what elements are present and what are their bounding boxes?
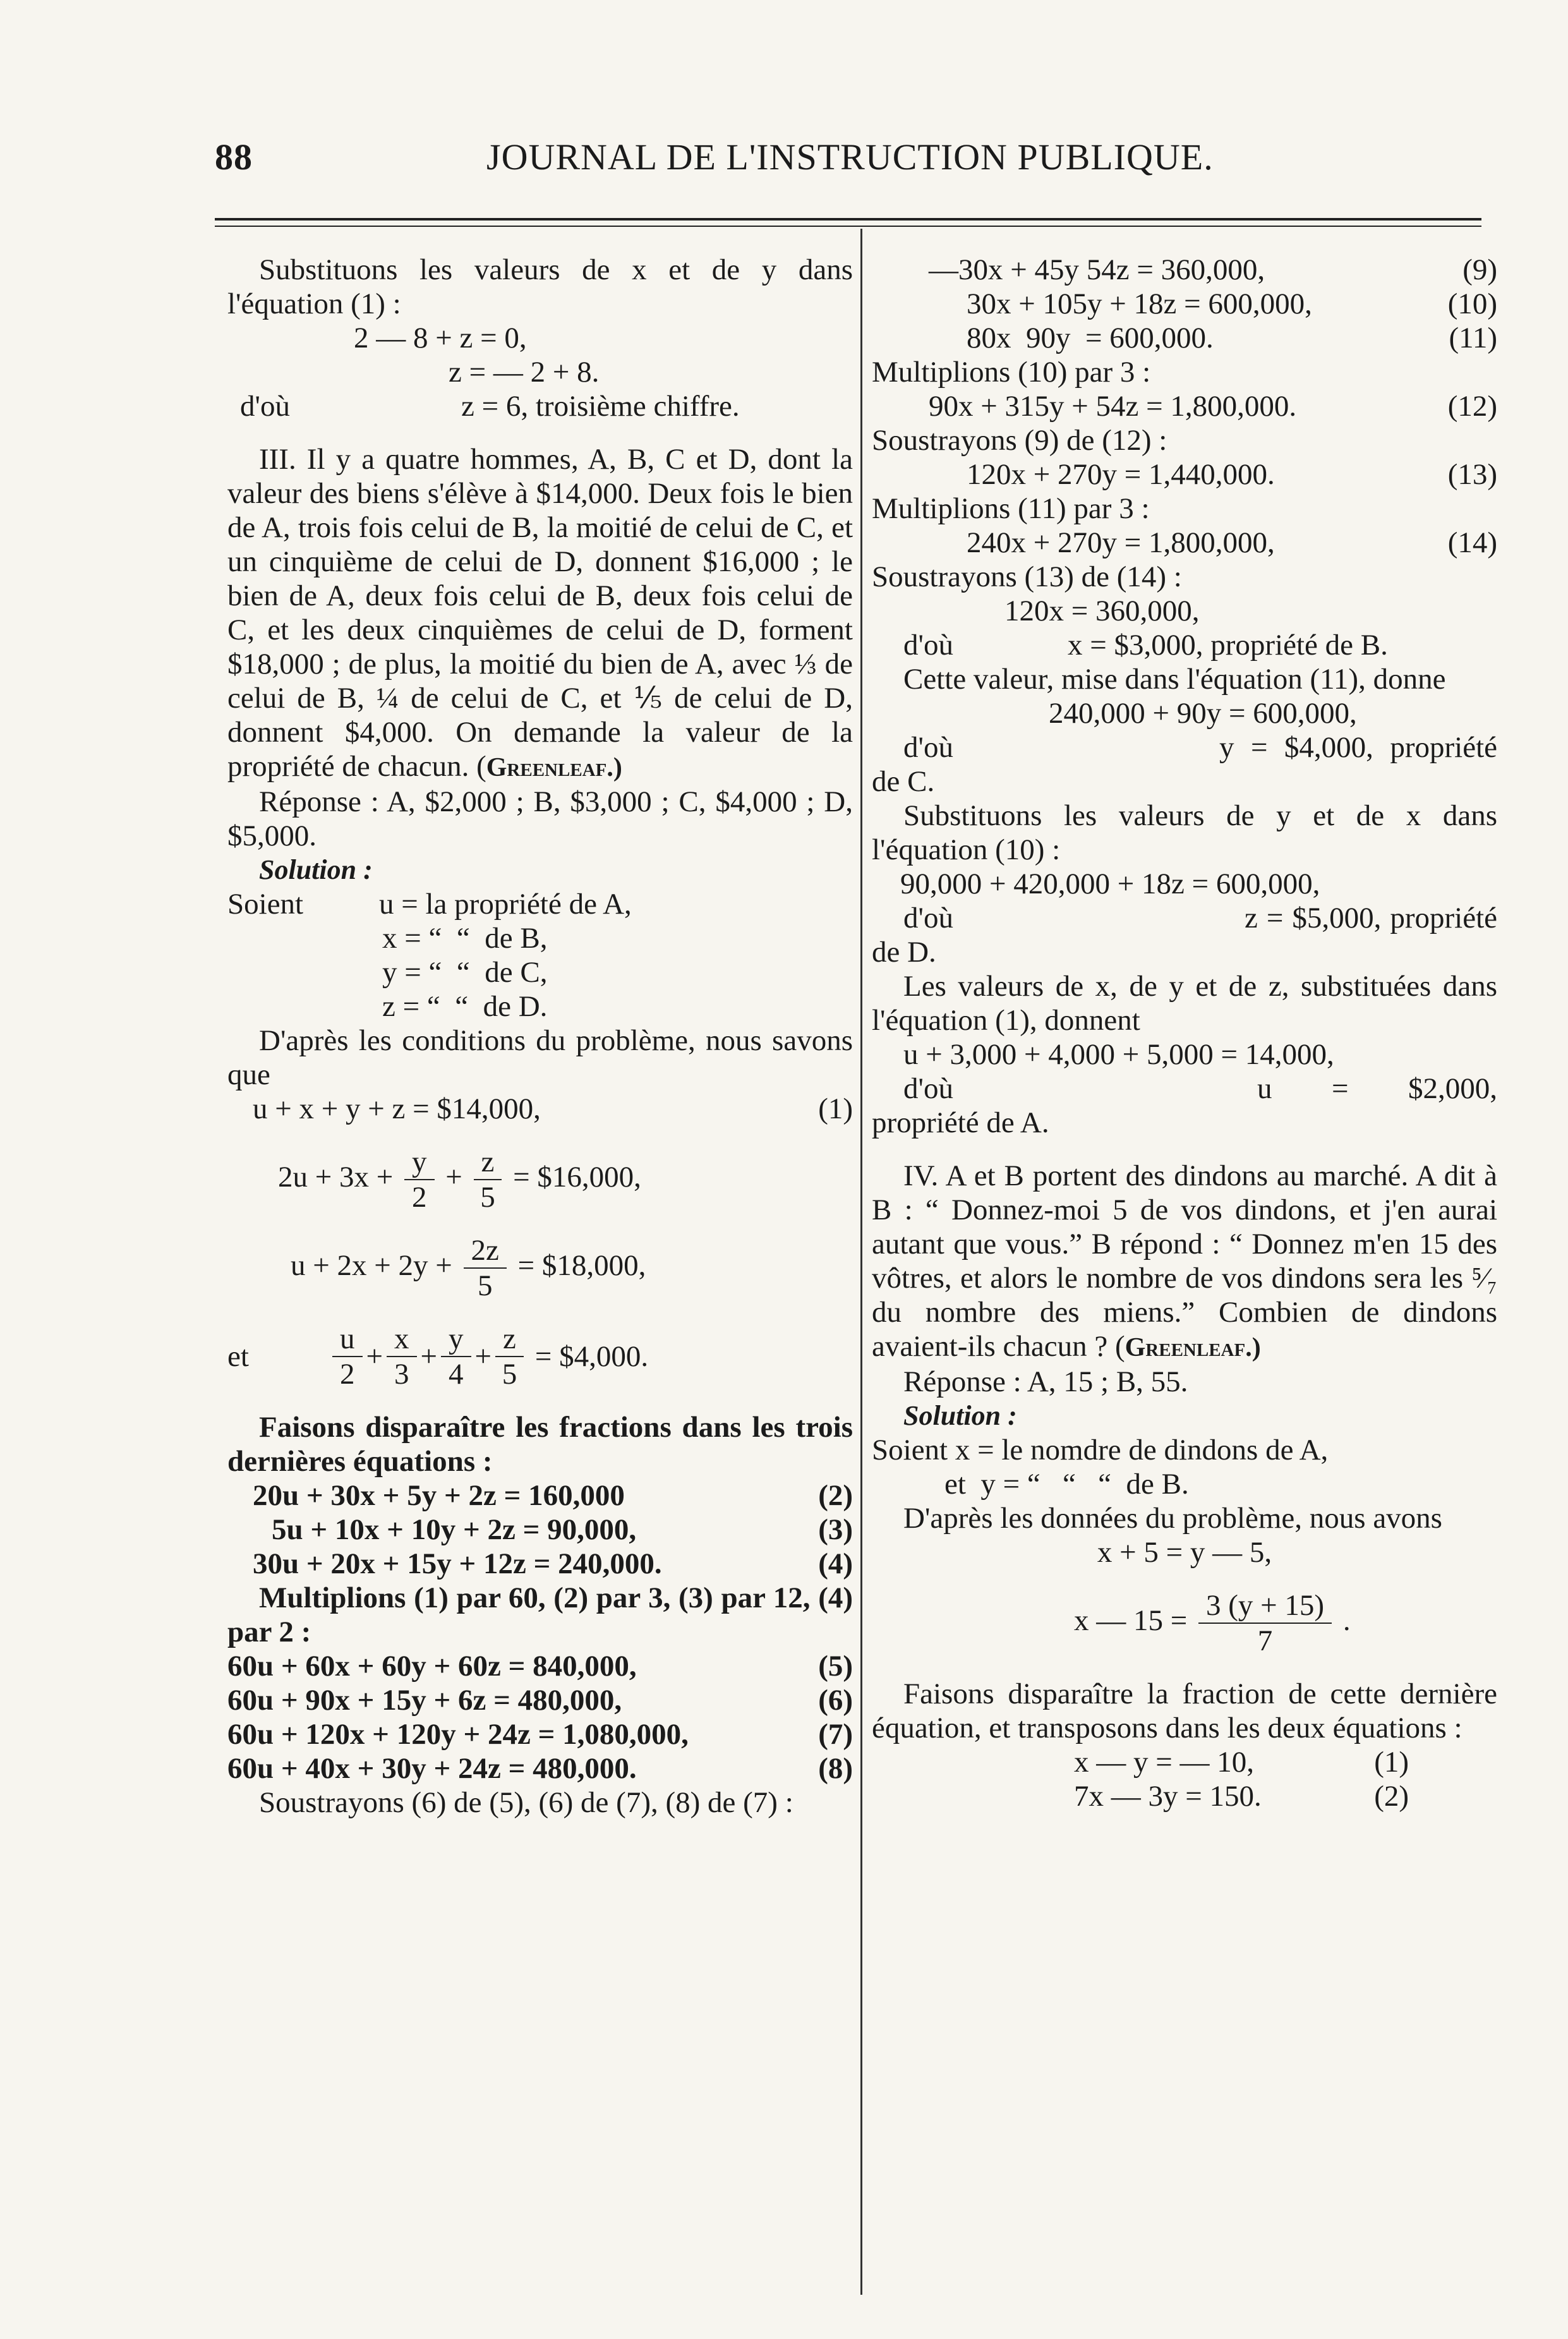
equation-text: 60u + 40x + 30y + 24z = 480,000. bbox=[227, 1752, 637, 1785]
equation-text: 30x + 105y + 18z = 600,000, bbox=[967, 287, 1312, 320]
problem-source: Greenleaf.) bbox=[486, 753, 622, 782]
equation-number: (10) bbox=[1447, 287, 1497, 320]
fraction bbox=[1198, 1588, 1332, 1658]
problem-statement bbox=[227, 442, 853, 785]
solution-label: Solution : bbox=[903, 1400, 1017, 1431]
header-rule bbox=[215, 218, 1481, 221]
equation-18: u + 3,000 + 4,000 + 5,000 = 14,000, bbox=[903, 1038, 1334, 1071]
definition-y: et y = “ “ “ de B. bbox=[944, 1468, 1189, 1501]
result-text: y = $4,000, propriété de C. bbox=[872, 731, 1497, 798]
equation-e1: x + 5 = y — 5, bbox=[1097, 1536, 1272, 1569]
paragraph: Faisons disparaître la fraction de cette dernière équation, et transposons dans les deux équations : bbox=[872, 1677, 1497, 1744]
equation-number: (2) bbox=[818, 1479, 853, 1512]
paragraph: Faisons disparaître les fractions dans les trois dernières équations : bbox=[227, 1411, 853, 1478]
definition-u bbox=[227, 887, 853, 921]
equation-number: (6) bbox=[818, 1684, 853, 1717]
equation-4-cleared bbox=[227, 1547, 853, 1581]
equation-text: u + x + y + z = $14,000, bbox=[253, 1092, 541, 1125]
journal-title: JOURNAL DE L'INSTRUCTION PUBLIQUE. bbox=[486, 136, 1214, 178]
result-z bbox=[872, 901, 1497, 969]
paragraph: Soustrayons (6) de (5), (6) de (7), (8) de (7) : bbox=[259, 1786, 793, 1819]
equation-text: 60u + 120x + 120y + 24z = 1,080,000, bbox=[227, 1718, 689, 1751]
numerator: z bbox=[495, 1322, 524, 1357]
equation-text: z = 6, troisième chiffre. bbox=[461, 390, 740, 423]
numerator: 3 (y + 15) bbox=[1198, 1588, 1332, 1624]
equation-number: (14) bbox=[1447, 526, 1497, 559]
equation-number: (5) bbox=[818, 1650, 853, 1683]
equation-16: 240,000 + 90y = 600,000, bbox=[1049, 697, 1357, 730]
equation bbox=[227, 389, 853, 423]
denominator: 2 bbox=[412, 1181, 427, 1214]
equation-text: 5u + 10x + 10y + 2z = 90,000, bbox=[272, 1513, 637, 1546]
paragraph: Les valeurs de x, de y et de z, substituées dans l'équation (1), donnent bbox=[872, 970, 1497, 1037]
equation-number: (12) bbox=[1447, 390, 1497, 423]
answer: Réponse : A, $2,000 ; B, $3,000 ; C, $4,000 ; D, $5,000. bbox=[227, 785, 853, 852]
result-lead: d'où bbox=[903, 629, 953, 662]
equation: 2 — 8 + z = 0, bbox=[354, 322, 527, 354]
equation-number: (2) bbox=[1374, 1780, 1409, 1813]
denominator: 2 bbox=[340, 1358, 355, 1391]
fraction bbox=[332, 1322, 363, 1391]
equation-text: 7x — 3y = 150. bbox=[1074, 1780, 1262, 1813]
paragraph: Multiplions (11) par 3 : bbox=[872, 492, 1150, 525]
equation-text: 90x + 315y + 54z = 1,800,000. bbox=[929, 390, 1297, 423]
numerator: z bbox=[474, 1145, 502, 1180]
equation-2-cleared bbox=[227, 1478, 853, 1513]
fraction bbox=[495, 1322, 524, 1391]
plus-sign: + bbox=[420, 1340, 438, 1373]
answer: Réponse : A, 15 ; B, 55. bbox=[903, 1365, 1188, 1398]
equation-9 bbox=[872, 253, 1497, 287]
problem-text: III. Il y a quatre hommes, A, B, C et D, dont la valeur des biens s'élève à $14,000. Deux fois le bien de A, trois fois celui de B, la moitié de celui de C, et un cinquième de celui de D, donnent $16,000 ; le bien de A, deux fois celui de B, deux fois celui de C, et les deux cinquièmes de celui de D, forment $18,000 ; de plus, la moitié du bien de A, avec ⅓ de celui de B, ¼ de celui de C, et ⅕ de celui de D, donnent $4,000. On demande la valeur de la propriété de chacun. ( bbox=[227, 443, 853, 783]
denominator: 5 bbox=[502, 1358, 517, 1391]
equation-rhs: = $18,000, bbox=[517, 1248, 646, 1282]
numerator: 2z bbox=[464, 1233, 507, 1269]
equation-6 bbox=[227, 1683, 853, 1717]
paragraph: Soustrayons (9) de (12) : bbox=[872, 424, 1167, 457]
left-column bbox=[227, 253, 853, 1820]
definition-lead: Soient bbox=[227, 888, 304, 921]
equation-e2 bbox=[872, 1588, 1497, 1658]
equation-number: (13) bbox=[1447, 458, 1497, 491]
equation-lead: 2u + 3x + bbox=[278, 1160, 394, 1194]
result-text: z = $5,000, propriété de D. bbox=[872, 902, 1497, 969]
paragraph: D'après les conditions du problème, nous savons que bbox=[227, 1024, 853, 1091]
definition-y: y = “ “ de C, bbox=[382, 956, 548, 989]
equation-13 bbox=[872, 457, 1497, 492]
equation-lead: d'où bbox=[240, 390, 290, 423]
equation-number: (4) bbox=[818, 1547, 853, 1580]
equation-14 bbox=[872, 526, 1497, 560]
definition-x: Soient x = le nomdre de dindons de A, bbox=[872, 1434, 1329, 1466]
equation-2 bbox=[227, 1145, 853, 1214]
page-header bbox=[215, 136, 1485, 186]
equation-5 bbox=[227, 1649, 853, 1683]
paragraph: Soustrayons (13) de (14) : bbox=[872, 560, 1182, 593]
result-y bbox=[872, 730, 1497, 799]
denominator: 3 bbox=[394, 1358, 409, 1391]
equation-15: 120x = 360,000, bbox=[1004, 595, 1200, 627]
equation-text: 80x 90y = 600,000. bbox=[967, 322, 1214, 354]
problem-source: Greenleaf.) bbox=[1125, 1333, 1261, 1362]
paragraph: Cette valeur, mise dans l'équation (11), donne bbox=[903, 663, 1446, 696]
page-number: 88 bbox=[215, 136, 253, 178]
right-column bbox=[872, 253, 1497, 1813]
equation-f2 bbox=[872, 1779, 1497, 1813]
fraction bbox=[441, 1322, 471, 1391]
equation-4 bbox=[227, 1322, 853, 1391]
paragraph: Substituons les valeurs de x et de y dans l'équation (1) : bbox=[227, 253, 853, 320]
equation-number: (1) bbox=[818, 1092, 853, 1125]
plus-sign: + bbox=[445, 1160, 462, 1194]
paragraph: Multiplions (10) par 3 : bbox=[872, 356, 1151, 389]
equation-number: (11) bbox=[1449, 322, 1497, 354]
equation-rhs: = $4,000. bbox=[534, 1340, 649, 1373]
fraction bbox=[474, 1145, 502, 1214]
numerator: y bbox=[441, 1322, 471, 1357]
equation-text: 60u + 90x + 15y + 6z = 480,000, bbox=[227, 1684, 622, 1717]
paragraph: D'après les données du problème, nous avons bbox=[903, 1502, 1442, 1535]
equation-text: 240x + 270y = 1,800,000, bbox=[967, 526, 1275, 559]
definition-x: x = “ “ de B, bbox=[382, 922, 548, 955]
plus-sign: + bbox=[474, 1340, 492, 1373]
equation-number: (8) bbox=[818, 1752, 853, 1785]
fraction bbox=[387, 1322, 417, 1391]
problem-statement bbox=[872, 1159, 1497, 1365]
equation-text: 30u + 20x + 15y + 12z = 240,000. bbox=[253, 1547, 662, 1580]
result-u bbox=[872, 1072, 1497, 1140]
problem-text: IV. A et B portent des dindons au marché. A dit à B : “ Donnez-moi 5 de vos dindons, et j'en aurai autant que vous.” B répond : “ Donnez m'en 15 des vôtres, et alors le nombre de vos dindons sera les ⁵⁄₇ du nombre des miens.” Combien de dindons avaient-ils chacun ? ( bbox=[872, 1159, 1497, 1363]
numerator: u bbox=[332, 1322, 363, 1357]
equation-rhs: = $16,000, bbox=[513, 1160, 641, 1194]
equation-8 bbox=[227, 1751, 853, 1786]
equation-text: x — y = — 10, bbox=[1074, 1746, 1255, 1779]
paragraph: Substituons les valeurs de y et de x dans l'équation (10) : bbox=[872, 799, 1497, 866]
equation-text: —30x + 45y 54z = 360,000, bbox=[929, 253, 1265, 286]
equation-text: 60u + 60x + 60y + 60z = 840,000, bbox=[227, 1650, 637, 1683]
equation-f1 bbox=[872, 1745, 1497, 1779]
result-text: x = $3,000, propriété de B. bbox=[1068, 629, 1388, 662]
equation-text: 20u + 30x + 5y + 2z = 160,000 bbox=[253, 1479, 625, 1512]
period: . bbox=[1342, 1604, 1351, 1637]
fraction bbox=[404, 1145, 435, 1214]
equation-lead: x — 15 = bbox=[1074, 1604, 1188, 1637]
column-divider bbox=[860, 229, 862, 2295]
equation: z = — 2 + 8. bbox=[449, 356, 600, 389]
equation-3 bbox=[227, 1233, 853, 1303]
numerator: y bbox=[404, 1145, 435, 1180]
denominator: 5 bbox=[480, 1181, 495, 1214]
fraction bbox=[464, 1233, 507, 1303]
equation-lead: et bbox=[227, 1340, 249, 1373]
denominator: 7 bbox=[1257, 1624, 1273, 1657]
result-text: u = $2,000, propriété de A. bbox=[872, 1072, 1497, 1139]
result-lead: d'où bbox=[903, 1072, 953, 1105]
result-lead: d'où bbox=[903, 731, 953, 764]
equation-11 bbox=[872, 321, 1497, 355]
paragraph: Multiplions (1) par 60, (2) par 3, (3) par 12, (4) par 2 : bbox=[227, 1581, 853, 1648]
header-rule-thin bbox=[215, 226, 1481, 227]
equation-text: 120x + 270y = 1,440,000. bbox=[967, 458, 1275, 491]
denominator: 5 bbox=[477, 1269, 493, 1302]
solution-label: Solution : bbox=[259, 854, 373, 885]
equation-lead: u + 2x + 2y + bbox=[291, 1248, 452, 1282]
result-lead: d'où bbox=[903, 902, 953, 934]
equation-number: (7) bbox=[818, 1718, 853, 1751]
denominator: 4 bbox=[449, 1358, 464, 1391]
result-x bbox=[872, 628, 1497, 662]
equation-number: (1) bbox=[1374, 1746, 1409, 1779]
equation-1 bbox=[227, 1092, 853, 1126]
equation-number: (9) bbox=[1462, 253, 1497, 286]
equation-10 bbox=[872, 287, 1497, 321]
equation-12 bbox=[872, 389, 1497, 423]
equation-3-cleared bbox=[227, 1513, 853, 1547]
equation-17: 90,000 + 420,000 + 18z = 600,000, bbox=[900, 867, 1320, 900]
definition-text: u = la propriété de A, bbox=[379, 888, 632, 921]
equation-number: (3) bbox=[818, 1513, 853, 1546]
equation-7 bbox=[227, 1717, 853, 1751]
plus-sign: + bbox=[366, 1340, 383, 1373]
numerator: x bbox=[387, 1322, 417, 1357]
definition-z: z = “ “ de D. bbox=[382, 990, 548, 1023]
